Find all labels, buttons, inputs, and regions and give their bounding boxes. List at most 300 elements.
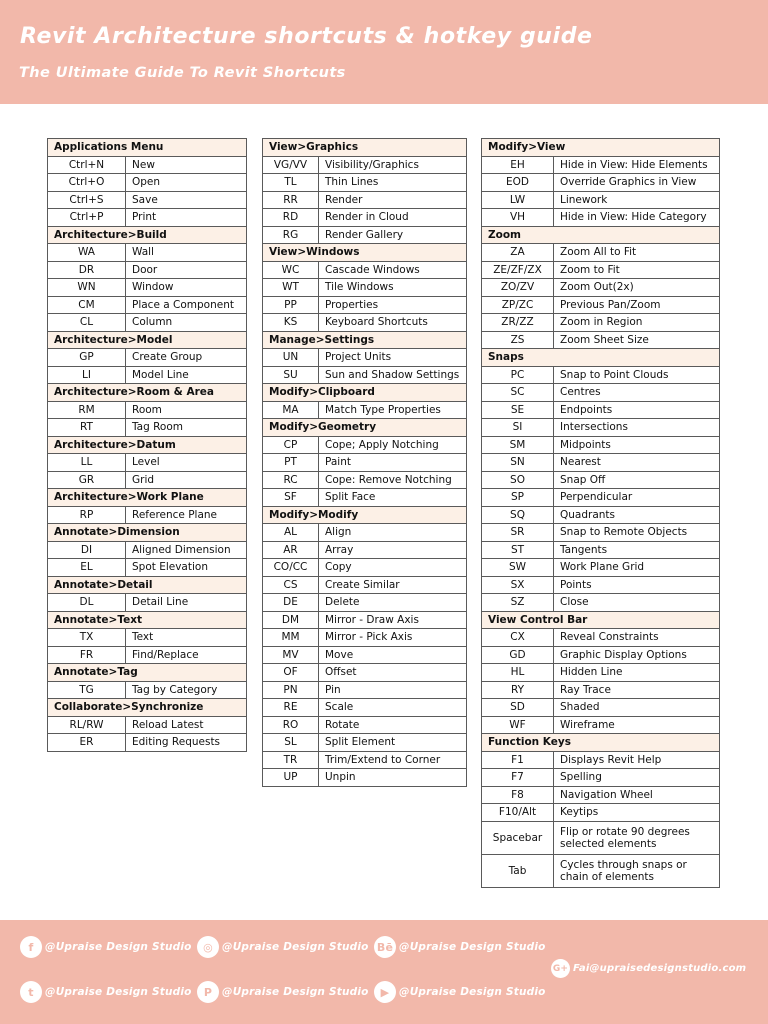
shortcut-row [482,366,720,384]
shortcut-command: Wireframe [554,716,720,734]
shortcut-key: RE [263,699,319,717]
shortcut-command: Aligned Dimension [126,541,247,559]
shortcut-command: Detail Line [126,594,247,612]
shortcut-row [263,611,467,629]
youtube-icon: ▶ [374,981,396,1003]
shortcut-command: Project Units [319,349,467,367]
shortcut-command: Cope; Apply Notching [319,436,467,454]
shortcut-key: GD [482,646,554,664]
shortcut-table [262,138,467,787]
shortcut-command: Spot Elevation [126,559,247,577]
shortcut-key: ZE/ZF/ZX [482,261,554,279]
youtube-link[interactable] [374,981,546,1003]
shortcut-command: New [126,156,247,174]
shortcut-row [263,191,467,209]
shortcut-row [48,366,247,384]
shortcut-key: RR [263,191,319,209]
shortcut-command: Perpendicular [554,489,720,507]
shortcut-command: Quadrants [554,506,720,524]
section-header [48,226,247,244]
section-title: Annotate>Tag [48,664,247,682]
youtube-label: @Upraise Design Studio [399,986,546,998]
section-header [263,419,467,437]
shortcut-row [482,559,720,577]
shortcut-row [263,716,467,734]
shortcut-row [482,524,720,542]
shortcut-row [48,506,247,524]
shortcut-key: HL [482,664,554,682]
section-header [263,506,467,524]
shortcut-row [48,296,247,314]
shortcut-key: SL [263,734,319,752]
section-header [48,384,247,402]
shortcut-key: LW [482,191,554,209]
shortcut-key: SU [263,366,319,384]
shortcut-key: RT [48,419,126,437]
page-header [0,0,768,104]
shortcut-key: SX [482,576,554,594]
email-link[interactable] [551,959,746,978]
shortcut-command: Wall [126,244,247,262]
shortcut-key: RL/RW [48,716,126,734]
section-title: View>Graphics [263,139,467,157]
section-header [48,664,247,682]
shortcut-row [48,716,247,734]
shortcut-key: ZA [482,244,554,262]
shortcut-key: RD [263,209,319,227]
shortcut-key: SZ [482,594,554,612]
shortcut-command: Midpoints [554,436,720,454]
shortcut-command: Centres [554,384,720,402]
shortcut-row [48,419,247,437]
shortcut-command: Paint [319,454,467,472]
shortcut-command: Create Group [126,349,247,367]
shortcut-command: Zoom Sheet Size [554,331,720,349]
shortcut-row [263,261,467,279]
shortcut-row [482,471,720,489]
shortcut-key: MV [263,646,319,664]
shortcut-key: LI [48,366,126,384]
shortcut-row [482,384,720,402]
shortcut-key: ZP/ZC [482,296,554,314]
shortcut-row [263,489,467,507]
shortcut-key: VH [482,209,554,227]
shortcut-row [48,261,247,279]
shortcut-key: SR [482,524,554,542]
shortcut-command: Open [126,174,247,192]
shortcut-row [482,804,720,822]
shortcut-row [48,734,247,752]
shortcut-command: Work Plane Grid [554,559,720,577]
section-header [48,524,247,542]
section-title: Snaps [482,349,720,367]
shortcut-row [482,419,720,437]
shortcut-key: TR [263,751,319,769]
behance-link[interactable] [374,936,546,958]
shortcut-command: Spelling [554,769,720,787]
shortcut-row [263,751,467,769]
shortcut-row [482,156,720,174]
section-title: Architecture>Room & Area [48,384,247,402]
shortcut-row [482,786,720,804]
shortcut-command: Scale [319,699,467,717]
shortcut-row [482,821,720,854]
shortcut-row [48,541,247,559]
shortcut-row [482,296,720,314]
shortcut-key: WC [263,261,319,279]
shortcut-row [48,349,247,367]
shortcut-key: DR [48,261,126,279]
shortcut-command: Editing Requests [126,734,247,752]
shortcut-command: Navigation Wheel [554,786,720,804]
shortcut-command: Split Element [319,734,467,752]
shortcut-command: Array [319,541,467,559]
section-header [482,226,720,244]
facebook-link[interactable] [20,936,192,958]
shortcut-command: Sun and Shadow Settings [319,366,467,384]
shortcut-key: EH [482,156,554,174]
behance-icon: Bē [374,936,396,958]
shortcut-command: Align [319,524,467,542]
shortcut-key: ZS [482,331,554,349]
shortcut-row [48,209,247,227]
twitter-link[interactable] [20,981,192,1003]
pinterest-link[interactable] [197,981,369,1003]
shortcut-key: SO [482,471,554,489]
shortcut-command: Find/Replace [126,646,247,664]
shortcut-command: Copy [319,559,467,577]
shortcut-row [482,454,720,472]
shortcut-command: Zoom in Region [554,314,720,332]
shortcut-key: Ctrl+P [48,209,126,227]
shortcut-key: F8 [482,786,554,804]
shortcut-command: Text [126,629,247,647]
shortcut-command: Cope: Remove Notching [319,471,467,489]
shortcut-key: CX [482,629,554,647]
shortcut-key: FR [48,646,126,664]
section-title: View Control Bar [482,611,720,629]
shortcut-command: Reload Latest [126,716,247,734]
shortcut-key: KS [263,314,319,332]
shortcut-command: Reveal Constraints [554,629,720,647]
section-header [48,331,247,349]
shortcut-row [48,174,247,192]
pinterest-icon: P [197,981,219,1003]
shortcut-row [482,699,720,717]
shortcut-row [482,664,720,682]
shortcut-key: SN [482,454,554,472]
shortcut-key: PP [263,296,319,314]
shortcut-key: AL [263,524,319,542]
shortcut-key: SW [482,559,554,577]
shortcut-key: GP [48,349,126,367]
shortcut-command: Displays Revit Help [554,751,720,769]
shortcut-key: Ctrl+N [48,156,126,174]
shortcut-key: WT [263,279,319,297]
shortcut-command: Endpoints [554,401,720,419]
shortcut-column-3 [481,138,720,888]
section-title: Modify>Modify [263,506,467,524]
section-header [482,611,720,629]
shortcut-row [48,191,247,209]
shortcut-command: Hide in View: Hide Category [554,209,720,227]
instagram-icon: ◎ [197,936,219,958]
shortcut-row [263,174,467,192]
shortcut-command: Intersections [554,419,720,437]
shortcut-row [482,854,720,887]
shortcut-key: PC [482,366,554,384]
google-plus-icon: G+ [551,959,570,978]
section-header [48,489,247,507]
shortcut-command: Linework [554,191,720,209]
shortcut-row [48,646,247,664]
shortcut-row [48,314,247,332]
shortcut-command: Thin Lines [319,174,467,192]
shortcut-key: ZR/ZZ [482,314,554,332]
section-header [48,576,247,594]
shortcut-command: Split Face [319,489,467,507]
shortcut-key: RO [263,716,319,734]
shortcut-command: Tag by Category [126,681,247,699]
shortcut-key: F1 [482,751,554,769]
shortcut-command: Zoom to Fit [554,261,720,279]
shortcut-key: DI [48,541,126,559]
shortcut-key: DE [263,594,319,612]
shortcut-row [263,401,467,419]
shortcut-command: Window [126,279,247,297]
shortcut-row [263,576,467,594]
section-header [263,244,467,262]
shortcut-row [48,401,247,419]
shortcut-command: Cycles through snaps or chain of elements [554,854,720,887]
shortcut-row [482,681,720,699]
shortcut-key: VG/VV [263,156,319,174]
section-header [48,139,247,157]
section-header [482,139,720,157]
section-title: Manage>Settings [263,331,467,349]
shortcut-row [263,559,467,577]
shortcut-key: TG [48,681,126,699]
instagram-link[interactable] [197,936,369,958]
facebook-label: @Upraise Design Studio [45,941,192,953]
section-title: Annotate>Detail [48,576,247,594]
shortcut-key: SM [482,436,554,454]
shortcut-key: Ctrl+S [48,191,126,209]
section-title: View>Windows [263,244,467,262]
section-title: Zoom [482,226,720,244]
shortcut-row [263,699,467,717]
shortcut-key: SD [482,699,554,717]
shortcut-command: Snap to Remote Objects [554,524,720,542]
shortcut-command: Room [126,401,247,419]
shortcut-row [263,646,467,664]
shortcut-key: CS [263,576,319,594]
shortcut-table [481,138,720,888]
shortcut-row [482,174,720,192]
section-header [263,331,467,349]
shortcut-key: RG [263,226,319,244]
section-title: Annotate>Dimension [48,524,247,542]
shortcut-row [482,331,720,349]
shortcut-key: WF [482,716,554,734]
shortcut-key: MM [263,629,319,647]
shortcut-key: PN [263,681,319,699]
section-title: Modify>View [482,139,720,157]
shortcut-command: Cascade Windows [319,261,467,279]
shortcut-command: Reference Plane [126,506,247,524]
shortcut-key: Spacebar [482,821,554,854]
section-title: Modify>Geometry [263,419,467,437]
shortcut-command: Zoom Out(2x) [554,279,720,297]
shortcut-command: Hidden Line [554,664,720,682]
shortcut-command: Snap Off [554,471,720,489]
shortcut-command: Points [554,576,720,594]
shortcut-row [263,314,467,332]
shortcut-key: AR [263,541,319,559]
shortcut-row [482,489,720,507]
section-title: Applications Menu [48,139,247,157]
shortcut-command: Render [319,191,467,209]
shortcut-row [482,646,720,664]
page-title: Revit Architecture shortcuts & hotkey guide [20,24,593,49]
shortcut-key: SI [482,419,554,437]
shortcut-command: Column [126,314,247,332]
shortcut-command: Save [126,191,247,209]
shortcut-row [482,751,720,769]
shortcut-row [263,769,467,787]
section-title: Architecture>Work Plane [48,489,247,507]
shortcut-row [482,401,720,419]
shortcut-command: Close [554,594,720,612]
shortcut-column-2 [262,138,467,787]
facebook-icon: f [20,936,42,958]
shortcut-command: Mirror - Pick Axis [319,629,467,647]
shortcut-key: PT [263,454,319,472]
behance-label: @Upraise Design Studio [399,941,546,953]
shortcut-row [482,629,720,647]
shortcut-row [263,209,467,227]
shortcut-key: WA [48,244,126,262]
shortcut-row [263,594,467,612]
shortcut-row [482,436,720,454]
shortcut-command: Delete [319,594,467,612]
shortcut-key: OF [263,664,319,682]
shortcut-command: Shaded [554,699,720,717]
section-title: Architecture>Build [48,226,247,244]
shortcut-key: RP [48,506,126,524]
shortcut-row [263,226,467,244]
shortcut-key: ZO/ZV [482,279,554,297]
shortcut-command: Grid [126,471,247,489]
shortcut-command: Level [126,454,247,472]
shortcut-row [482,594,720,612]
shortcut-row [482,769,720,787]
shortcut-key: DL [48,594,126,612]
shortcut-row [263,471,467,489]
shortcut-key: RY [482,681,554,699]
shortcut-command: Override Graphics in View [554,174,720,192]
shortcut-command: Mirror - Draw Axis [319,611,467,629]
shortcut-command: Move [319,646,467,664]
section-header [263,139,467,157]
shortcut-row [263,734,467,752]
shortcut-row [48,559,247,577]
shortcut-command: Unpin [319,769,467,787]
page-subtitle: The Ultimate Guide To Revit Shortcuts [19,65,346,81]
shortcut-row [263,454,467,472]
shortcut-key: SC [482,384,554,402]
shortcut-command: Properties [319,296,467,314]
shortcut-command: Ray Trace [554,681,720,699]
shortcut-command: Render in Cloud [319,209,467,227]
shortcut-key: CL [48,314,126,332]
shortcut-row [263,541,467,559]
shortcut-key: RM [48,401,126,419]
shortcut-row [482,716,720,734]
shortcut-key: ST [482,541,554,559]
shortcut-table [47,138,247,752]
shortcut-key: Ctrl+O [48,174,126,192]
shortcut-key: SP [482,489,554,507]
shortcut-command: Match Type Properties [319,401,467,419]
shortcut-key: UP [263,769,319,787]
shortcut-command: Pin [319,681,467,699]
shortcut-row [48,279,247,297]
shortcut-key: EOD [482,174,554,192]
section-header [48,699,247,717]
section-header [482,734,720,752]
shortcut-row [482,506,720,524]
shortcut-command: Keyboard Shortcuts [319,314,467,332]
page-footer [0,920,768,1024]
section-header [48,611,247,629]
shortcut-row [482,261,720,279]
shortcut-key: CO/CC [263,559,319,577]
shortcut-row [48,454,247,472]
shortcut-key: DM [263,611,319,629]
shortcut-row [263,664,467,682]
shortcut-command: Zoom All to Fit [554,244,720,262]
shortcut-row [263,681,467,699]
shortcut-row [263,279,467,297]
shortcut-row [263,524,467,542]
shortcut-command: Snap to Point Clouds [554,366,720,384]
shortcut-row [263,366,467,384]
twitter-label: @Upraise Design Studio [45,986,192,998]
instagram-label: @Upraise Design Studio [222,941,369,953]
shortcut-row [48,594,247,612]
shortcut-command: Tile Windows [319,279,467,297]
shortcut-command: Visibility/Graphics [319,156,467,174]
shortcut-row [263,629,467,647]
shortcut-row [48,681,247,699]
pinterest-label: @Upraise Design Studio [222,986,369,998]
shortcut-command: Hide in View: Hide Elements [554,156,720,174]
shortcut-command: Offset [319,664,467,682]
shortcut-command: Flip or rotate 90 degrees selected elements [554,821,720,854]
shortcut-command: Door [126,261,247,279]
section-header [263,384,467,402]
shortcut-key: WN [48,279,126,297]
shortcut-key: CM [48,296,126,314]
shortcut-key: F7 [482,769,554,787]
shortcut-key: TL [263,174,319,192]
shortcut-command: Graphic Display Options [554,646,720,664]
shortcut-command: Trim/Extend to Corner [319,751,467,769]
shortcut-row [48,244,247,262]
shortcut-command: Nearest [554,454,720,472]
shortcut-command: Tangents [554,541,720,559]
